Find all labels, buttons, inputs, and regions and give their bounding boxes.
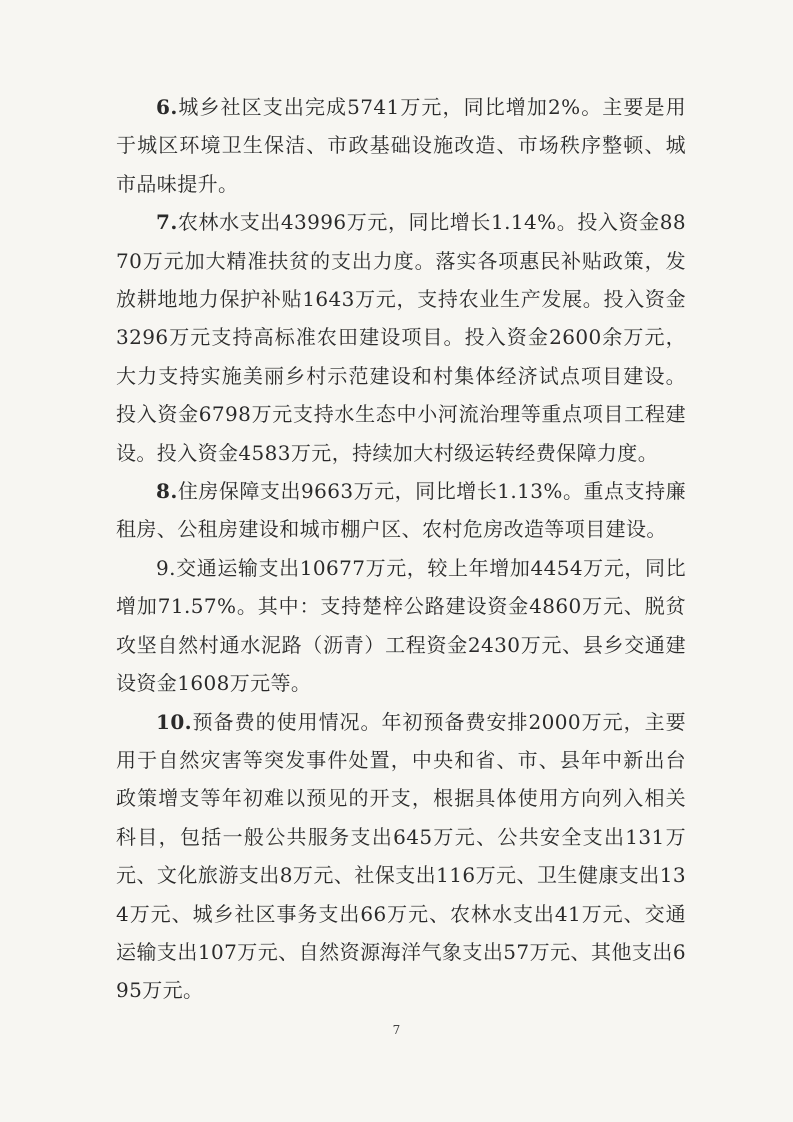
paragraph-number: 10.: [156, 709, 192, 734]
paragraph-number: 6.: [156, 95, 178, 119]
paragraph-7: [116, 203, 686, 472]
paragraph-text: 预备费的使用情况。年初预备费安排2000万元，主要用于自然灾害等突发事件处置，中央和省、市、县年中新出台政策增支等年初难以预见的开支，根据具体使用方向列入相关科目，包括一般公共服务支出645万元、公共安全支出131万元、文化旅游支出8万元、社保支出116万元、卫生健康支出134万元、城乡社区事务支出66万元、农林水支出41万元、交通运输支出107万元、自然资源海洋气象支出57万元、其他支出695万元。: [116, 709, 686, 1003]
paragraph-10: [116, 703, 686, 1010]
paragraph-9: [116, 549, 686, 703]
paragraph-text: 农林水支出43996万元，同比增长1.14%。投入资金8870万元加大精准扶贫的支出力度。落实各项惠民补贴政策，发放耕地地力保护补贴1643万元，支持农业生产发展。投入资金3296万元支持高标准农田建设项目。投入资金2600余万元，大力支持实施美丽乡村示范建设和村集体经济试点项目建设。投入资金6798万元支持水生态中小河流治理等重点项目工程建设。投入资金4583万元，持续加大村级运转经费保障力度。: [116, 210, 686, 465]
paragraph-8: [116, 472, 686, 549]
page-number: 7: [392, 1023, 401, 1037]
paragraph-number: 9.: [156, 555, 176, 580]
paragraph-text: 交通运输支出10677万元，较上年增加4454万元，同比增加71.57%。其中：支持楚梓公路建设资金4860万元、脱贫攻坚自然村通水泥路（沥青）工程资金2430万元、县乡交通建设资金1608万元等。: [116, 555, 686, 696]
body-text: [116, 88, 686, 1010]
paragraph-6: [116, 88, 686, 203]
paragraph-number: 7.: [156, 210, 178, 235]
paragraph-number: 8.: [156, 479, 178, 504]
paragraph-text: 城乡社区支出完成5741万元，同比增加2%。主要是用于城区环境卫生保洁、市政基础设施改造、市场秩序整顿、城市品味提升。: [116, 95, 686, 196]
paragraph-text: 住房保障支出9663万元，同比增长1.13%。重点支持廉租房、公租房建设和城市棚户区、农村危房改造等项目建设。: [116, 479, 686, 542]
